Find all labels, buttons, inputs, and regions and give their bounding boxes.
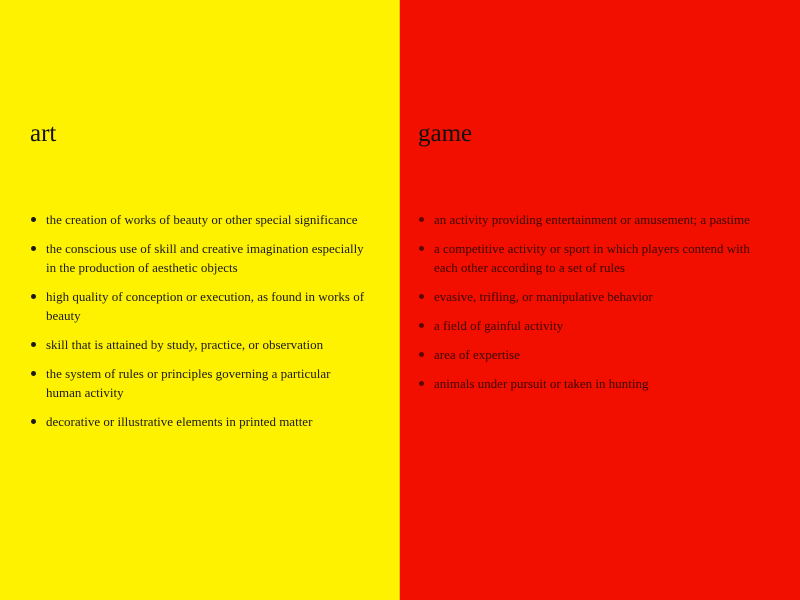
game-definition-item [418,210,768,229]
art-definition-item [30,287,365,325]
game-definition-list [418,210,768,403]
game-definition-text: animals under pursuit or taken in hunting [434,376,649,391]
art-definition-item [30,210,365,229]
art-definition-text: the system of rules or principles governing a particular human activity [46,366,331,400]
game-definition-text: a competitive activity or sport in which players contend with each other according to a set of rules [434,241,750,275]
game-definition-text: evasive, trifling, or manipulative behavior [434,289,653,304]
bullet-icon [31,246,36,251]
game-definition-item [418,316,768,335]
game-definition-text: a field of gainful activity [434,318,564,333]
art-definition-text: skill that is attained by study, practice, or observation [46,337,324,352]
bullet-icon [419,217,424,222]
art-definition-text: decorative or illustrative elements in printed matter [46,414,313,429]
game-definition-item [418,374,768,393]
art-definition-item [30,239,365,277]
art-definition-item [30,364,365,402]
game-title: game [418,120,473,147]
bullet-icon [419,352,424,357]
game-definition-item [418,345,768,364]
game-definition-item [418,287,768,306]
art-definition-text: high quality of conception or execution, as found in works of beauty [46,289,365,323]
bullet-icon [419,246,424,251]
game-definition-text: area of expertise [434,347,520,362]
bullet-icon [419,294,424,299]
bullet-icon [31,342,36,347]
bullet-icon [31,294,36,299]
art-definition-text: the conscious use of skill and creative imagination especially in the production of aesthetic objects [46,241,364,275]
game-definition-item [418,239,768,277]
bullet-icon [31,419,36,424]
art-definition-item [30,335,365,354]
bullet-icon [419,381,424,386]
art-definition-list [30,210,365,441]
bullet-icon [31,217,36,222]
art-definition-text: the creation of works of beauty or other special significance [46,212,358,227]
game-panel [400,0,800,600]
game-definition-text: an activity providing entertainment or amusement; a pastime [434,212,750,227]
art-title: art [30,120,57,147]
bullet-icon [419,323,424,328]
art-definition-item [30,412,365,431]
bullet-icon [31,371,36,376]
